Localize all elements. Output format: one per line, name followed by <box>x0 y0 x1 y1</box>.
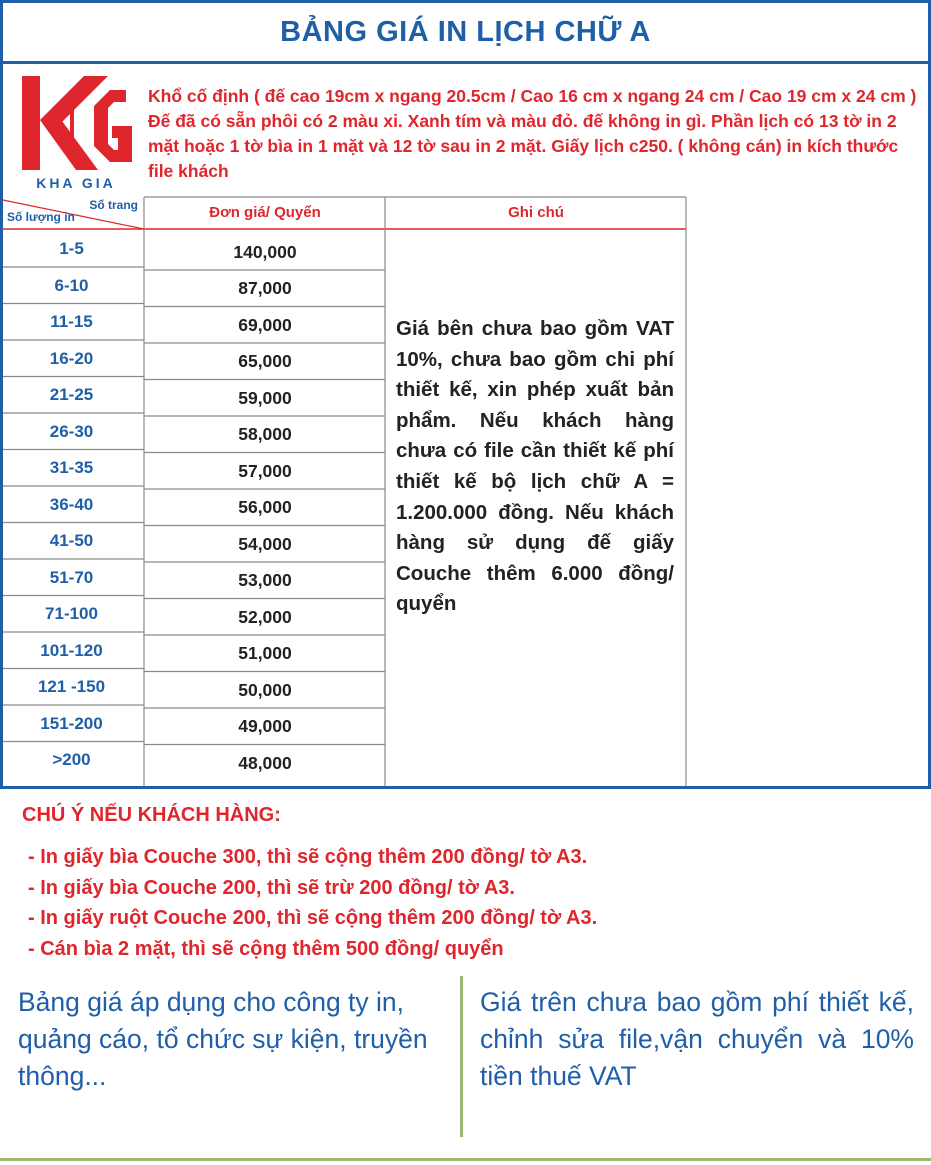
quantity-cell: 121 -150 <box>37 677 106 696</box>
footer-right-text: Giá trên chưa bao gồm phí thiết kế, chỉnh sửa file,vận chuyển và 10% tiền thuế VAT <box>480 987 914 1091</box>
attention-item: - In giấy bìa Couche 200, thì sẽ trừ 200 đồng/ tờ A3. <box>28 876 515 899</box>
quantity-cell: 21-25 <box>49 385 94 404</box>
price-column-header: Đơn giá/ Quyển <box>209 203 321 221</box>
price-cell: 58,000 <box>238 424 292 444</box>
table-corner-header <box>3 196 144 228</box>
price-cell: 56,000 <box>238 497 292 517</box>
attention-item: - In giấy bìa Couche 300, thì sẽ cộng thêm 200 đồng/ tờ A3. <box>28 846 588 868</box>
quantity-cell: 6-10 <box>54 275 89 295</box>
quantity-cell: >200 <box>52 750 91 769</box>
page-title: BẢNG GIÁ IN LỊCH CHỮ A <box>280 15 651 48</box>
price-cell: 57,000 <box>238 460 292 481</box>
quantity-cell: 11-15 <box>50 312 93 331</box>
quantity-cell: 151-200 <box>40 713 103 733</box>
price-cell: 54,000 <box>238 533 292 554</box>
attention-title: CHÚ Ý NẾU KHÁCH HÀNG: <box>22 804 281 826</box>
price-cell: 51,000 <box>238 643 292 663</box>
price-cell: 65,000 <box>238 351 292 371</box>
price-cell: 140,000 <box>233 241 297 262</box>
price-cell: 48,000 <box>238 752 292 773</box>
corner-quantity-label: Số lượng in <box>7 210 75 224</box>
quantity-cell: 51-70 <box>49 567 94 587</box>
price-cell: 69,000 <box>238 314 292 335</box>
quantity-cell: 41-50 <box>49 531 94 550</box>
price-cell: 87,000 <box>238 278 292 298</box>
quantity-cell: 26-30 <box>49 421 94 441</box>
attention-item: - In giấy ruột Couche 200, thì sẽ cộng thêm 200 đồng/ tờ A3. <box>28 907 598 929</box>
note-text: Giá bên chưa bao gồm VAT 10%, chưa bao gồm chi phí thiết kế, xin phép xuất bản phẩm. Nếu khách hàng chưa có file cần thiết kế phí thiết kế bộ lịch chữ A = 1.200.000 đồng. Nếu khách hàng sử dụng đế giấy Couche thêm 6.000 đồng/ quyển <box>396 317 674 616</box>
quantity-cell: 101-120 <box>40 640 103 660</box>
attention-item: - Cán bìa 2 mặt, thì sẽ cộng thêm 500 đồng/ quyển <box>28 937 504 960</box>
price-cell: 49,000 <box>238 716 292 736</box>
corner-pages-label: Số trang <box>89 198 138 212</box>
footer-left-text: Bảng giá áp dụng cho công ty in, quảng cáo, tổ chức sự kiện, truyền thông... <box>18 987 428 1091</box>
quantity-cell: 71-100 <box>45 604 98 623</box>
price-cell: 50,000 <box>238 679 292 700</box>
price-cell: 53,000 <box>238 570 292 590</box>
attention-list <box>28 842 597 964</box>
quantity-cell: 1-5 <box>59 239 84 258</box>
quantity-cell: 31-35 <box>49 458 94 477</box>
bottom-divider <box>0 1158 931 1161</box>
quantity-cell: 36-40 <box>49 494 94 514</box>
spec-description: Khổ cố định ( đế cao 19cm x ngang 20.5cm / Cao 16 cm x ngang 24 cm / Cao 19 cm x 24 cm ) Đế đã có sẵn phôi có 2 màu xi. Xanh tím và màu đỏ. đế không in gì. Phần lịch có 13 tờ in 2 mặt hoặc 1 tờ bìa in 1 mặt và 12 tờ sau in 2 mặt. Giấy lịch c250. ( không cán) in kích thước file khách <box>148 86 917 181</box>
footer-divider <box>460 976 463 1137</box>
quantity-cell: 16-20 <box>49 348 94 368</box>
price-cell: 59,000 <box>238 387 292 408</box>
logo-text: KHA GIA <box>36 175 116 191</box>
price-cell: 52,000 <box>238 606 292 627</box>
note-column-header: Ghi chú <box>508 203 564 221</box>
